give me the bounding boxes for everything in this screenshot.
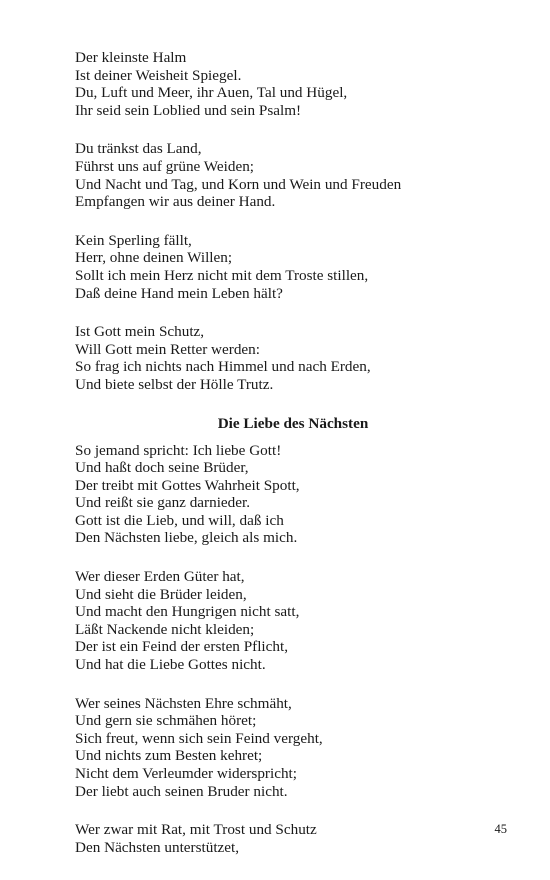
verse-line: Daß deine Hand mein Leben hält? — [75, 284, 283, 302]
verse-line: So frag ich nichts nach Himmel und nach Erden, — [75, 358, 371, 376]
verse-line: So jemand spricht: Ich liebe Gott! — [75, 441, 282, 459]
verse-line: Und macht den Hungrigen nicht satt, — [75, 603, 300, 621]
page-number: 45 — [494, 822, 507, 836]
verse-line: Du, Luft und Meer, ihr Auen, Tal und Hügel, — [75, 84, 348, 102]
verse-line: Und nichts zum Besten kehret; — [75, 747, 263, 765]
verse-line: Wer seines Nächsten Ehre schmäht, — [75, 694, 292, 712]
verse-line: Und Nacht und Tag, und Korn und Wein und Freuden — [75, 175, 402, 193]
verse-line: Ihr seid sein Loblied und sein Psalm! — [75, 101, 302, 119]
verse-line: Du tränkst das Land, — [75, 140, 202, 158]
stanza — [75, 140, 495, 210]
verse-line: Den Nächsten liebe, gleich als mich. — [75, 529, 298, 547]
verse-line: Führst uns auf grüne Weiden; — [75, 157, 255, 175]
verse-line: Und haßt doch seine Brüder, — [75, 459, 249, 477]
verse-line: Und hat die Liebe Gottes nicht. — [75, 656, 266, 674]
verse-line: Und sieht die Brüder leiden, — [75, 585, 247, 603]
stanza — [75, 49, 495, 119]
stanza — [75, 821, 495, 856]
verse-line: Gott ist die Lieb, und will, daß ich — [75, 511, 284, 529]
verse-line: Und biete selbst der Hölle Trutz. — [75, 375, 274, 393]
verse-line: Will Gott mein Retter werden: — [75, 340, 260, 358]
verse-line: Und reißt sie ganz darnieder. — [75, 494, 251, 512]
verse-line: Sich freut, wenn sich sein Feind vergeht, — [75, 729, 323, 747]
verse-line: Den Nächsten unterstützet, — [75, 838, 240, 856]
stanza — [75, 568, 495, 674]
verse-line: Der ist ein Feind der ersten Pflicht, — [75, 638, 288, 656]
verse-line: Der liebt auch seinen Bruder nicht. — [75, 782, 288, 800]
verse-line: Ist Gott mein Schutz, — [75, 323, 205, 341]
stanza — [75, 232, 495, 302]
stanza — [75, 323, 495, 393]
verse-line: Herr, ohne deinen Willen; — [75, 249, 233, 267]
verse-line: Ist deiner Weisheit Spiegel. — [75, 66, 242, 84]
verse-line: Sollt ich mein Herz nicht mit dem Troste stillen, — [75, 266, 369, 284]
text-block — [75, 49, 495, 877]
verse-line: Läßt Nackende nicht kleiden; — [75, 620, 255, 638]
verse-line: Und gern sie schmähen höret; — [75, 712, 257, 730]
verse-line: Wer zwar mit Rat, mit Trost und Schutz — [75, 821, 317, 839]
verse-line: Kein Sperling fällt, — [75, 231, 192, 249]
verse-line: Wer dieser Erden Güter hat, — [75, 568, 245, 586]
verse-line: Nicht dem Verleumder widerspricht; — [75, 765, 297, 782]
stanza — [75, 442, 495, 548]
poem-title: Die Liebe des Nächsten — [217, 414, 369, 432]
stanza — [75, 695, 495, 801]
verse-line: Empfangen wir aus deiner Hand. — [75, 193, 276, 211]
verse-line: Der treibt mit Gottes Wahrheit Spott, — [75, 476, 300, 494]
verse-line: Der kleinste Halm — [75, 49, 187, 66]
